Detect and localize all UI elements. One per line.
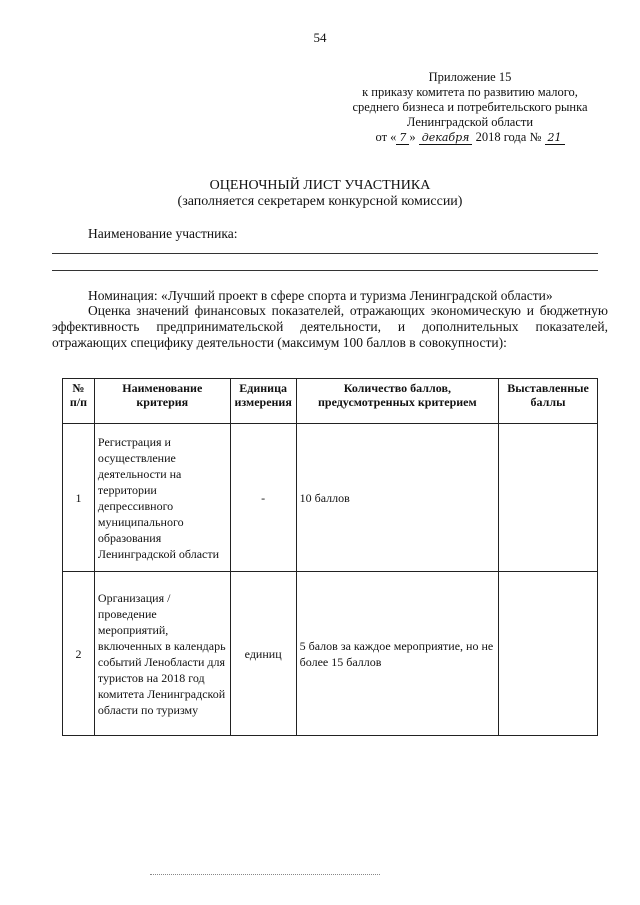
order-number-handwritten: 21 — [545, 131, 565, 145]
title-sub: (заполняется секретарем конкурсной комиссии) — [177, 194, 463, 209]
table-row — [63, 424, 598, 572]
row-given — [499, 424, 598, 572]
order-prefix: от « — [375, 130, 397, 144]
order-year: 2018 года № — [475, 130, 542, 144]
appendix-order-line-1: к приказу комитета по развитию малого, — [362, 85, 578, 99]
scan-artifact — [150, 874, 380, 879]
title-main: ОЦЕНОЧНЫЙ ЛИСТ УЧАСТНИКА — [209, 178, 431, 193]
row-unit: - — [230, 424, 296, 572]
row-criterion: Регистрация и осуществление деятельности на территории депрессивного муниципального образования Ленинградской области — [94, 424, 230, 572]
header-points: Количество баллов, предусмотренных критерием — [296, 379, 498, 424]
appendix-order-line-3: Ленинградской области — [406, 115, 534, 129]
page-number: 54 — [313, 30, 327, 45]
header-unit: Единица измерения — [230, 379, 296, 424]
row-points: 10 баллов — [296, 424, 498, 572]
nomination-text: Номинация: «Лучший проект в сфере спорта и туризма Ленинградской области» — [88, 288, 553, 303]
appendix-title: Приложение 15 — [428, 70, 512, 84]
appendix-header — [330, 70, 610, 145]
row-given — [499, 572, 598, 736]
header-given: Выставленные баллы — [499, 379, 598, 424]
participant-label: Наименование участника: — [88, 226, 238, 241]
order-mid: » — [409, 130, 416, 144]
table-header-row — [63, 379, 598, 424]
order-day-handwritten: 7 — [396, 131, 409, 145]
document-title — [0, 178, 640, 210]
row-points: 5 балов за каждое мероприятие, но не более 15 баллов — [296, 572, 498, 736]
appendix-order-line-2: среднего бизнеса и потребительского рынка — [352, 100, 588, 114]
order-month-handwritten: декабря — [419, 131, 473, 145]
order-date-line — [330, 130, 610, 145]
participant-line-2 — [52, 270, 598, 271]
header-num: № п/п — [63, 379, 95, 424]
participant-line-1 — [52, 253, 598, 254]
row-num: 1 — [63, 424, 95, 572]
criteria-table — [62, 378, 598, 736]
table-row — [63, 572, 598, 736]
row-unit: единиц — [230, 572, 296, 736]
row-criterion: Организация /проведение мероприятий, включенных в календарь событий Ленобласти для туристов на 2018 год комитета Ленинградской области по туризму — [94, 572, 230, 736]
header-name: Наименование критерия — [94, 379, 230, 424]
assessment-text: Оценка значений финансовых показателей, отражающих экономическую и бюджетную эффективность предпринимательской деятельности, и дополнительных показателей, отражающих специфику деятельности (максимум 100 баллов в совокупности): — [52, 303, 608, 350]
row-num: 2 — [63, 572, 95, 736]
